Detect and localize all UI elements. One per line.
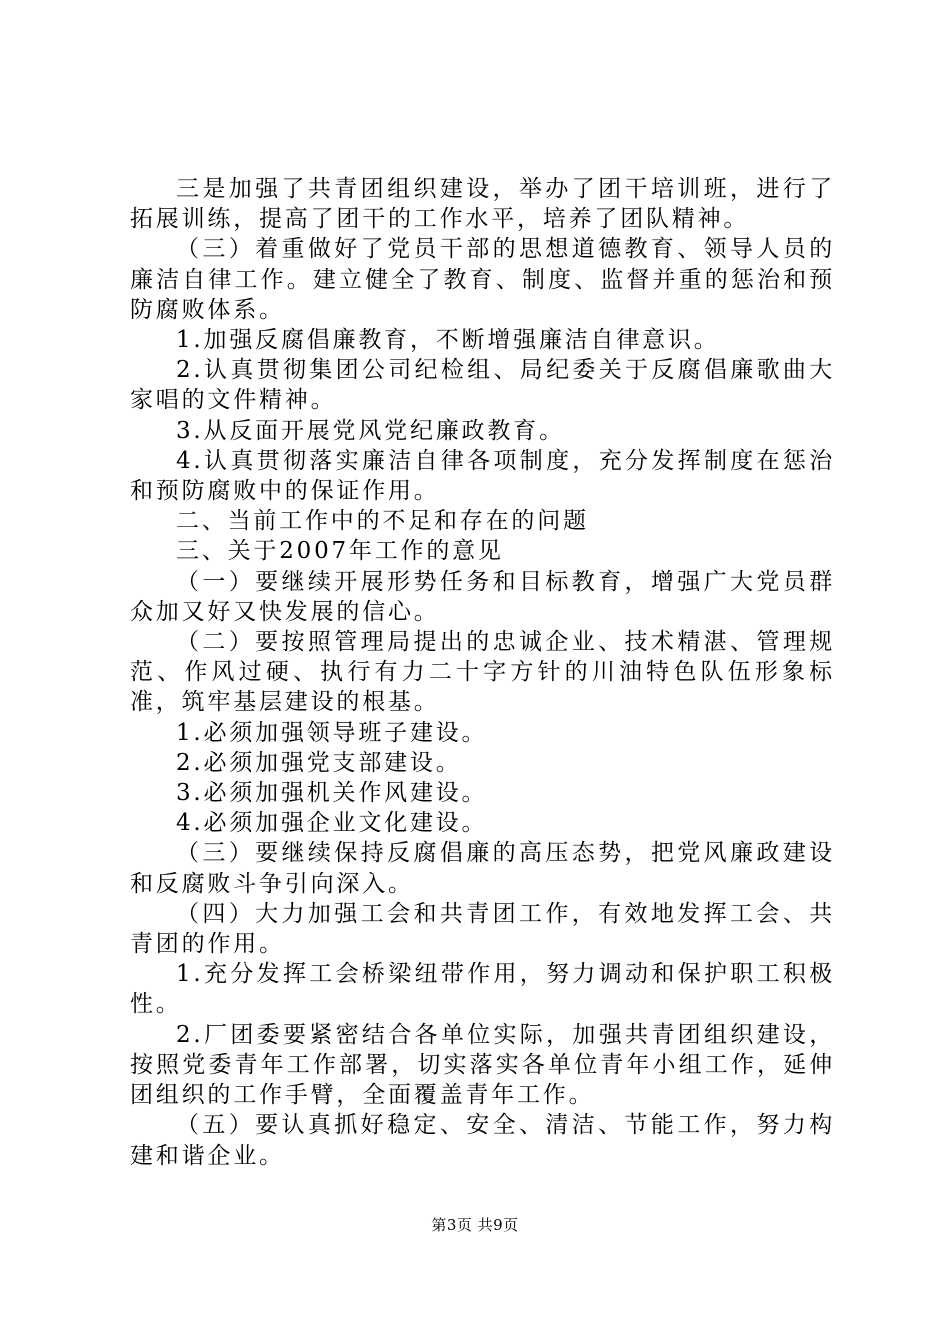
paragraph-opinion-2-item-3: 3.必须加强机关作风建设。 — [176, 780, 488, 807]
paragraph-opinion-5: （五）要认真抓好稳定、安全、清洁、节能工作，努力构建和谐企业。 — [130, 1112, 835, 1169]
paragraph-opinion-2: （二）要按照管理局提出的忠诚企业、技术精湛、管理规范、作风过硬、执行有力二十字方针的川油特色队伍形象标准，筑牢基层建设的根基。 — [130, 629, 835, 716]
paragraph-opinion-4: （四）大力加强工会和共青团工作，有效地发挥工会、共青团的作用。 — [130, 900, 835, 958]
paragraph-section-3-ethics: （三）着重做好了党员干部的思想道德教育、领导人员的廉洁自律工作。建立健全了教育、制度、监督并重的惩治和预防腐败体系。 — [130, 236, 835, 323]
paragraph-item-3: 3.从反面开展党风党纪廉政教育。 — [176, 417, 565, 444]
heading-part-3: 三、关于2007年工作的意见 — [176, 538, 504, 565]
paragraph-opinion-2-item-4: 4.必须加强企业文化建设。 — [176, 810, 488, 837]
paragraph-item-2: 2.认真贯彻集团公司纪检组、局纪委关于反腐倡廉歌曲大家唱的文件精神。 — [130, 357, 835, 414]
paragraph-item-1: 1.加强反腐倡廉教育，不断增强廉洁自律意识。 — [176, 327, 720, 354]
heading-part-2: 二、当前工作中的不足和存在的问题 — [176, 508, 589, 535]
paragraph-youth-league: 三是加强了共青团组织建设，举办了团干培训班，进行了拓展训练，提高了团干的工作水平，培养了团队精神。 — [130, 176, 835, 233]
document-body — [130, 174, 835, 1171]
paragraph-opinion-2-item-1: 1.必须加强领导班子建设。 — [176, 719, 488, 746]
paragraph-opinion-1: （一）要继续开展形势任务和目标教育，增强广大党员群众加又好又快发展的信心。 — [130, 568, 835, 625]
paragraph-item-4: 4.认真贯彻落实廉洁自律各项制度，充分发挥制度在惩治和预防腐败中的保证作用。 — [130, 447, 835, 505]
paragraph-opinion-2-item-2: 2.必须加强党支部建设。 — [176, 749, 462, 776]
paragraph-opinion-4-item-1: 1.充分发挥工会桥梁纽带作用，努力调动和保护职工积极性。 — [130, 961, 835, 1018]
paragraph-opinion-4-item-2: 2.厂团委要紧密结合各单位实际，加强共青团组织建设，按照党委青年工作部署，切实落实各单位青年小组工作，延伸团组织的工作手臂，全面覆盖青年工作。 — [130, 1021, 835, 1109]
paragraph-opinion-3: （三）要继续保持反腐倡廉的高压态势，把党风廉政建设和反腐败斗争引向深入。 — [130, 840, 835, 897]
page-number-footer: 第3页 共9页 — [431, 1216, 519, 1234]
